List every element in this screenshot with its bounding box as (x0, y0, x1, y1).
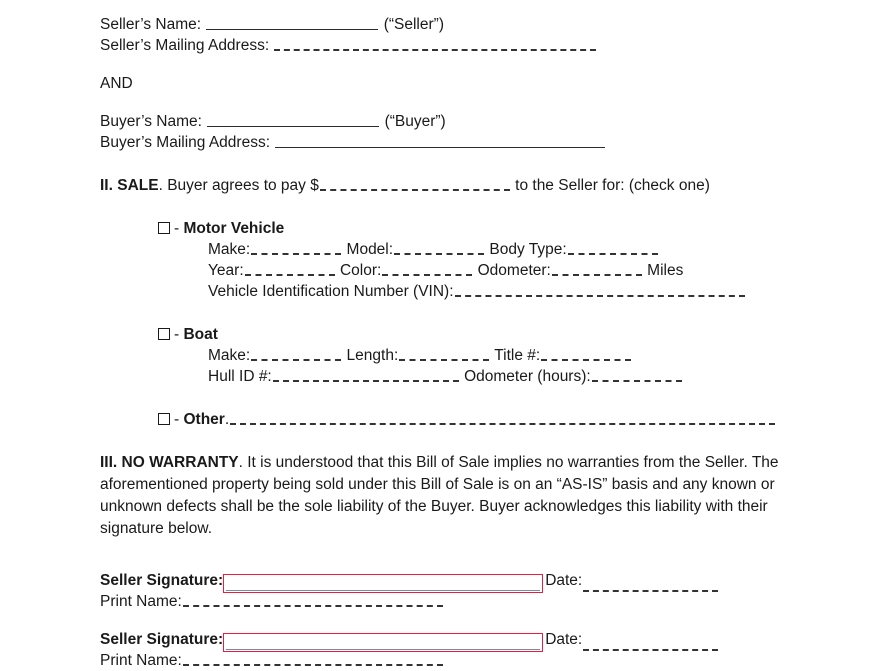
buyer-name-suffix: (“Buyer”) (384, 113, 446, 130)
option-other[interactable] (100, 409, 780, 430)
and-text: AND (100, 75, 133, 92)
color-label: Color: (339, 262, 382, 279)
print-name-row-2 (100, 650, 780, 671)
seller-address-input[interactable] (274, 36, 596, 51)
boat-make-label: Make: (208, 347, 251, 364)
boat-title-number-input[interactable] (541, 346, 631, 361)
print-name-input-1[interactable] (183, 592, 443, 607)
option-motor-vehicle-title: Motor Vehicle (183, 220, 285, 237)
seller-signature-label-2: Seller Signature (100, 631, 219, 648)
buyer-address-input[interactable] (275, 134, 605, 148)
signature-colon-1: : (218, 572, 224, 589)
signature-row-1 (100, 570, 780, 591)
spacer (100, 56, 780, 73)
make-label: Make: (208, 241, 251, 258)
buyer-name-line (100, 111, 780, 132)
buyer-name-input[interactable] (207, 113, 379, 127)
other-description-input[interactable] (230, 410, 775, 425)
warranty-section-number: III. NO WARRANTY (100, 454, 239, 471)
warranty-section-body: . It is understood that this Bill of Sale implies no warranties from the Seller. The aforementioned property being sold under this Bill of Sale is on an “AS-IS” basis and any known or unknown defects shall be the sole liability of the Buyer. Buyer acknowledges this liability with their signature below. (100, 454, 779, 537)
spacer (100, 153, 780, 175)
option-motor-vehicle-fields (158, 239, 780, 302)
sale-amount-input[interactable] (320, 176, 510, 191)
vin-input[interactable] (455, 282, 745, 297)
model-input[interactable] (394, 240, 484, 255)
and-conjunction (100, 73, 780, 94)
option-other-punct: . (224, 411, 230, 428)
seller-signature-field-1[interactable] (223, 574, 543, 593)
buyer-address-label: Buyer’s Mailing Address: (100, 134, 271, 151)
spacer (100, 302, 780, 324)
odometer-input[interactable] (552, 261, 642, 276)
vehicle-row-3 (208, 281, 780, 302)
boat-length-input[interactable] (399, 346, 489, 361)
print-name-input-2[interactable] (183, 651, 443, 666)
checkbox-icon[interactable] (158, 328, 170, 340)
buyer-address-line (100, 132, 780, 153)
seller-name-line (100, 14, 780, 35)
miles-unit: Miles (647, 262, 684, 279)
option-other-header[interactable] (158, 409, 780, 430)
boat-row-2 (208, 366, 780, 387)
odometer-label: Odometer: (477, 262, 551, 279)
option-dash: - (174, 411, 180, 428)
option-motor-vehicle[interactable] (100, 218, 780, 302)
boat-length-label: Length: (346, 347, 399, 364)
sale-section-number: II. SALE (100, 177, 159, 194)
hull-id-input[interactable] (273, 367, 459, 382)
warranty-section (100, 452, 782, 540)
date-label-1: Date: (545, 572, 583, 589)
checkbox-icon[interactable] (158, 222, 170, 234)
body-type-label: Body Type: (489, 241, 567, 258)
vehicle-row-2 (208, 260, 780, 281)
date-label-2: Date: (545, 631, 583, 648)
seller-date-input-1[interactable] (583, 577, 718, 592)
option-boat-fields (158, 345, 780, 387)
seller-name-suffix: (“Seller”) (383, 16, 444, 33)
hull-id-label: Hull ID #: (208, 368, 272, 385)
option-motor-vehicle-header[interactable] (158, 218, 780, 239)
spacer (100, 387, 780, 409)
checkbox-icon[interactable] (158, 413, 170, 425)
boat-odometer-input[interactable] (592, 367, 682, 382)
spacer (100, 540, 780, 570)
seller-signature-field-2[interactable] (223, 633, 543, 652)
vin-label: Vehicle Identification Number (VIN): (208, 283, 454, 300)
option-dash: - (174, 220, 180, 237)
sale-section-text-before: . Buyer agrees to pay $ (158, 177, 319, 194)
spacer (100, 196, 780, 218)
print-name-row-1 (100, 591, 780, 612)
seller-name-input[interactable] (206, 16, 378, 30)
boat-row-1 (208, 345, 780, 366)
seller-date-input-2[interactable] (583, 636, 718, 651)
spacer (100, 612, 780, 629)
option-boat[interactable] (100, 324, 780, 387)
boat-title-number-label: Title #: (494, 347, 541, 364)
body-type-input[interactable] (568, 240, 658, 255)
signature-colon-2: : (218, 631, 224, 648)
color-input[interactable] (382, 261, 472, 276)
year-label: Year: (208, 262, 244, 279)
print-name-label-2: Print Name: (100, 652, 182, 669)
make-input[interactable] (251, 240, 341, 255)
sale-section-heading (100, 175, 780, 196)
signature-row-2 (100, 629, 780, 650)
seller-name-label: Seller’s Name: (100, 16, 202, 33)
document-body (100, 14, 780, 671)
boat-odometer-label: Odometer (hours): (464, 368, 591, 385)
seller-address-line (100, 35, 780, 56)
spacer (100, 94, 780, 111)
model-label: Model: (346, 241, 394, 258)
option-boat-title: Boat (183, 326, 218, 343)
option-other-title: Other (183, 411, 225, 428)
print-name-label-1: Print Name: (100, 593, 182, 610)
buyer-name-label: Buyer’s Name: (100, 113, 202, 130)
vehicle-row-1 (208, 239, 780, 260)
sale-section-text-after: to the Seller for: (check one) (510, 177, 710, 194)
option-boat-header[interactable] (158, 324, 780, 345)
spacer (100, 430, 780, 452)
year-input[interactable] (245, 261, 335, 276)
seller-address-label: Seller’s Mailing Address: (100, 37, 270, 54)
option-dash: - (174, 326, 180, 343)
boat-make-input[interactable] (251, 346, 341, 361)
seller-signature-label-1: Seller Signature (100, 572, 219, 589)
